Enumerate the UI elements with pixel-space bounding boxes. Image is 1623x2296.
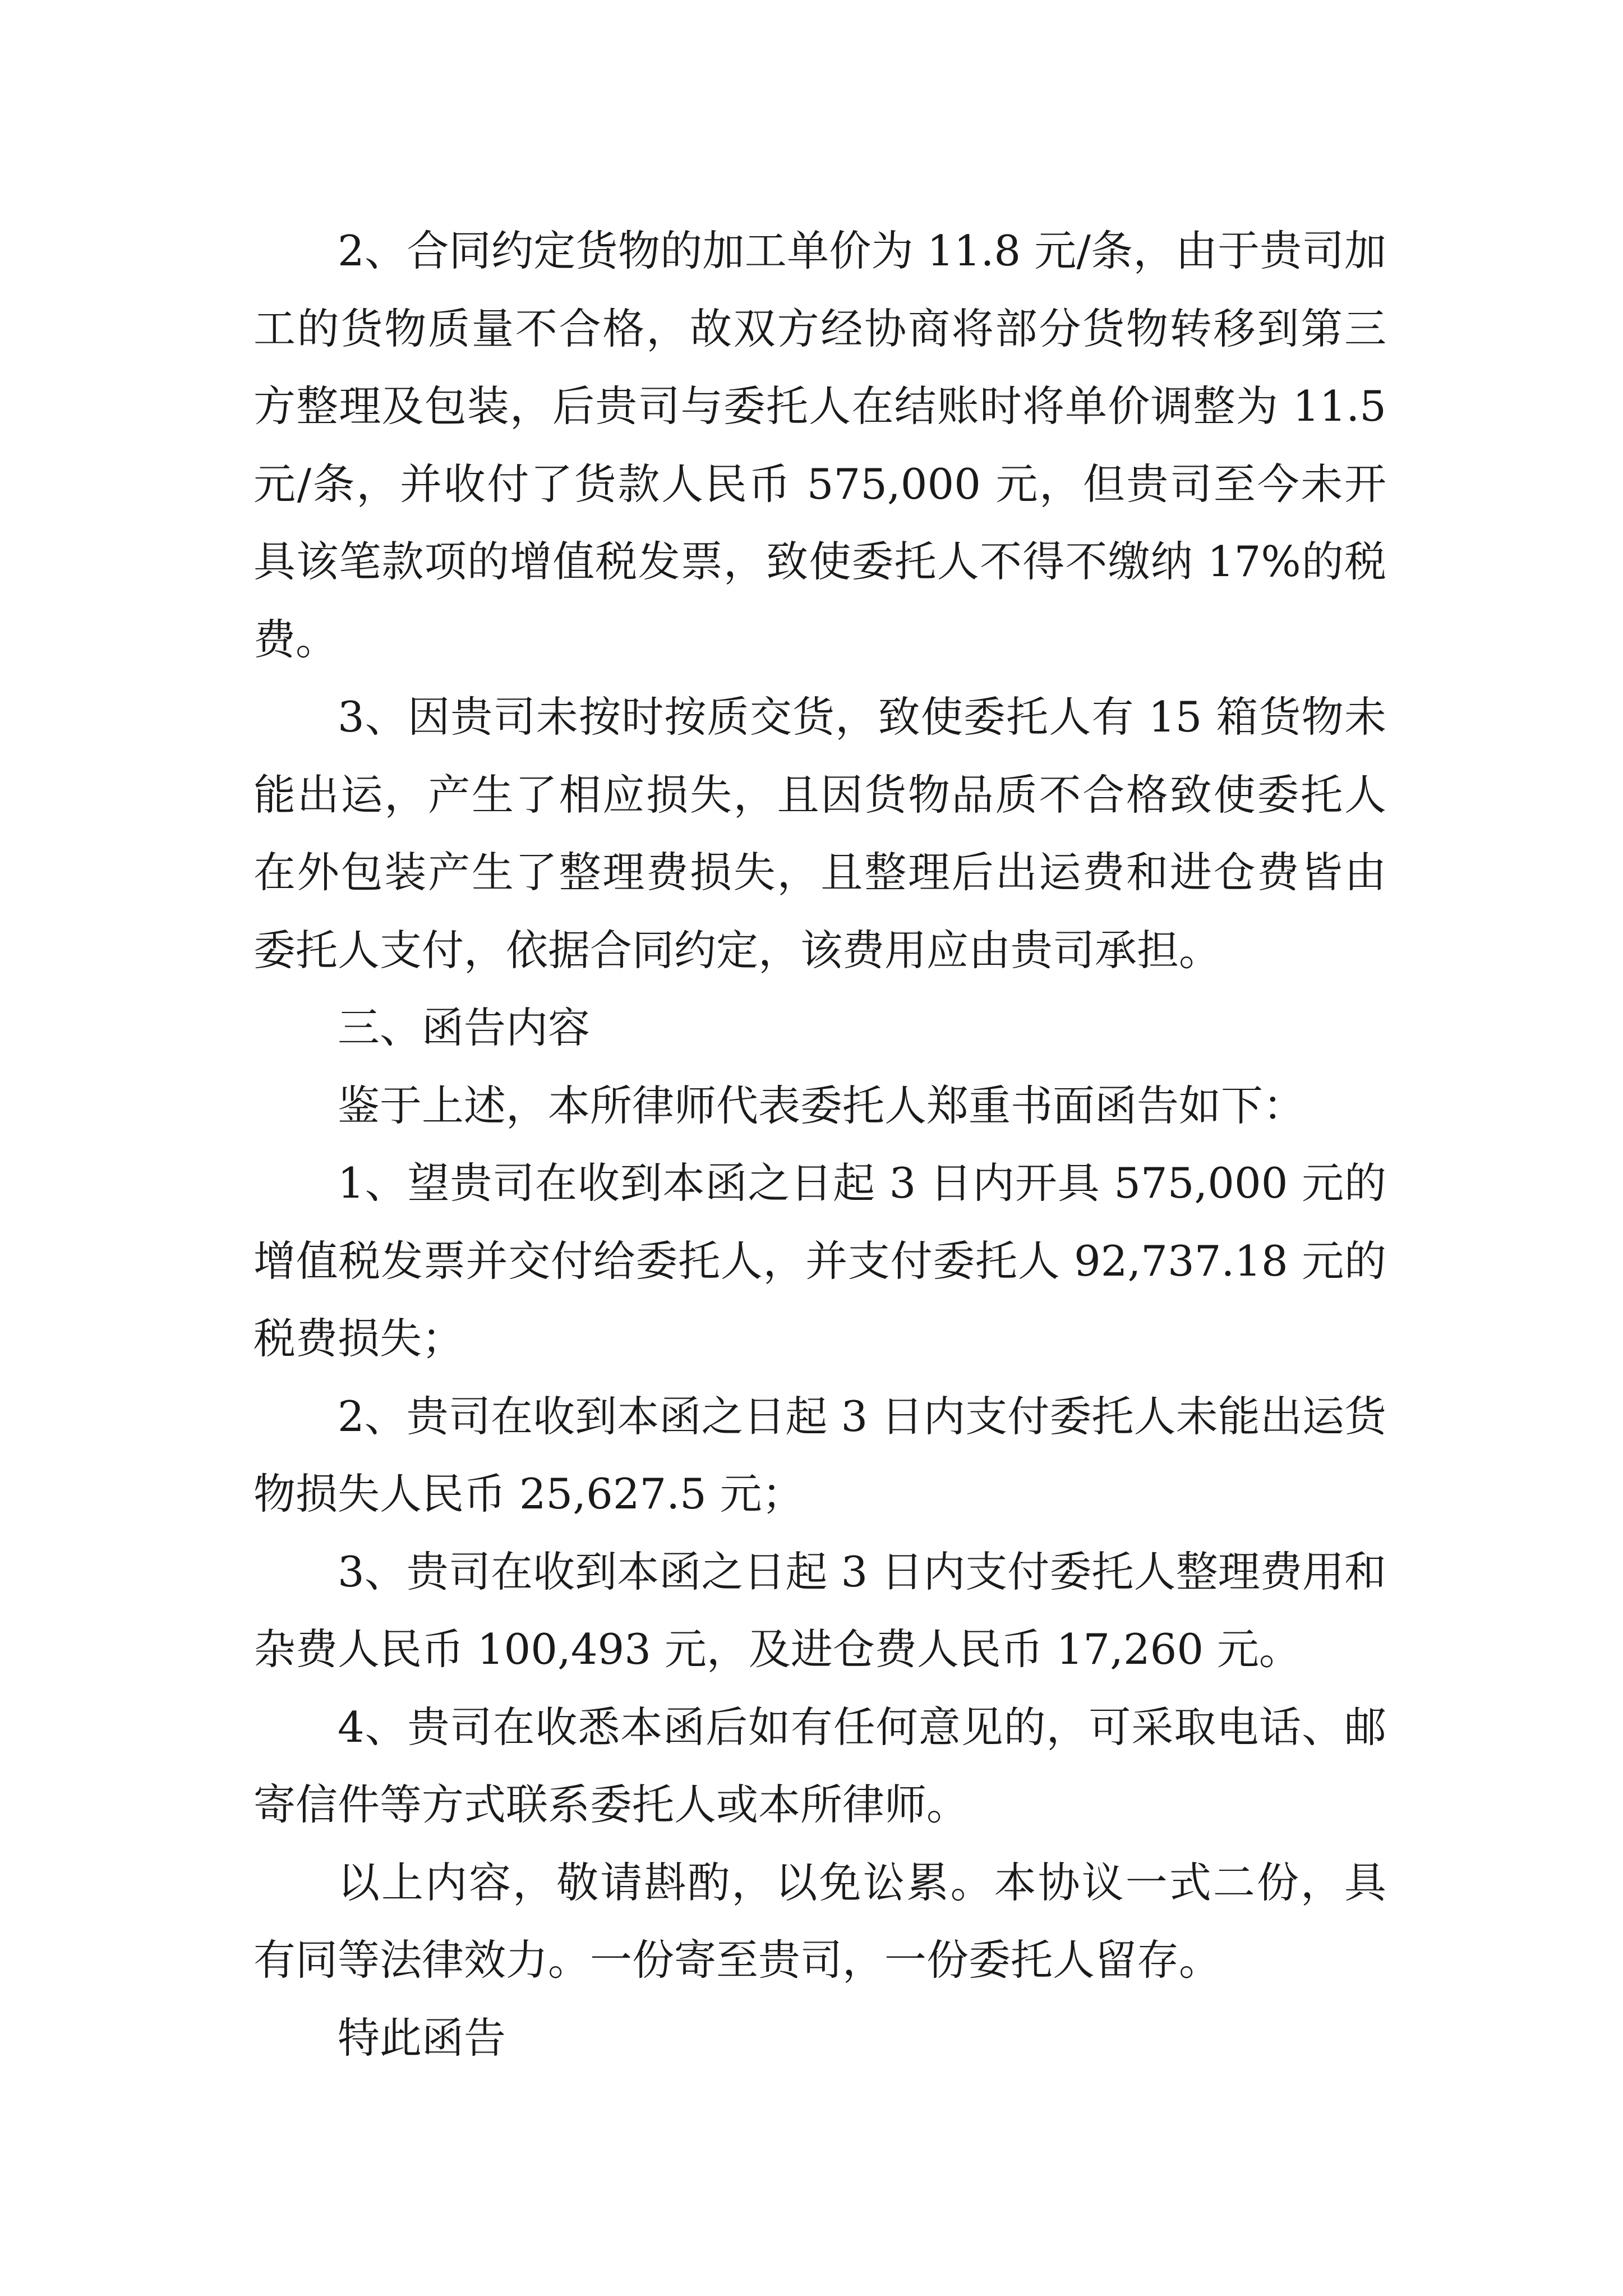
paragraph-unit-price-invoice: 2、合同约定货物的加工单价为 11.8 元/条，由于贵司加工的货物质量不合格，故双方经协商将部分货物转移到第三方整理及包装，后贵司与委托人在结账时将单价调整为 11.5 元/条，并收付了货款人民币 575,000 元，但贵司至今未开具该笔款项的增值税发票，致使委托人不得不缴纳 17%的税费。 xyxy=(253,226,1386,664)
section-heading-notice-content: 三、函告内容 xyxy=(338,1003,591,1052)
paragraph-notice-intro: 鉴于上述，本所律师代表委托人郑重书面函告如下： xyxy=(338,1080,1306,1130)
paragraph-delivery-loss: 3、因贵司未按时按质交货，致使委托人有 15 箱货物未能出运，产生了相应损失，且因货物品质不合格致使委托人在外包装产生了整理费损失，且整理后出运费和进仓费皆由委托人支付，依据合同约定，该费用应由贵司承担。 xyxy=(253,692,1386,975)
closing-phrase: 特此函告 xyxy=(338,2013,506,2063)
demand-item-2: 2、贵司在收到本函之日起 3 日内支付委托人未能出运货物损失人民币 25,627.5 元； xyxy=(253,1391,1386,1519)
document-body xyxy=(253,212,1386,2077)
paragraph-closing: 以上内容，敬请斟酌，以免讼累。本协议一式二份，具有同等法律效力。一份寄至贵司，一份委托人留存。 xyxy=(253,1857,1386,1985)
demand-item-3: 3、贵司在收到本函之日起 3 日内支付委托人整理费用和杂费人民币 100,493 元，及进仓费人民币 17,260 元。 xyxy=(253,1547,1386,1674)
demand-item-4: 4、贵司在收悉本函后如有任何意见的，可采取电话、邮寄信件等方式联系委托人或本所律师。 xyxy=(253,1702,1386,1829)
demand-item-1: 1、望贵司在收到本函之日起 3 日内开具 575,000 元的增值税发票并交付给委托人，并支付委托人 92,737.18 元的税费损失； xyxy=(253,1158,1386,1363)
